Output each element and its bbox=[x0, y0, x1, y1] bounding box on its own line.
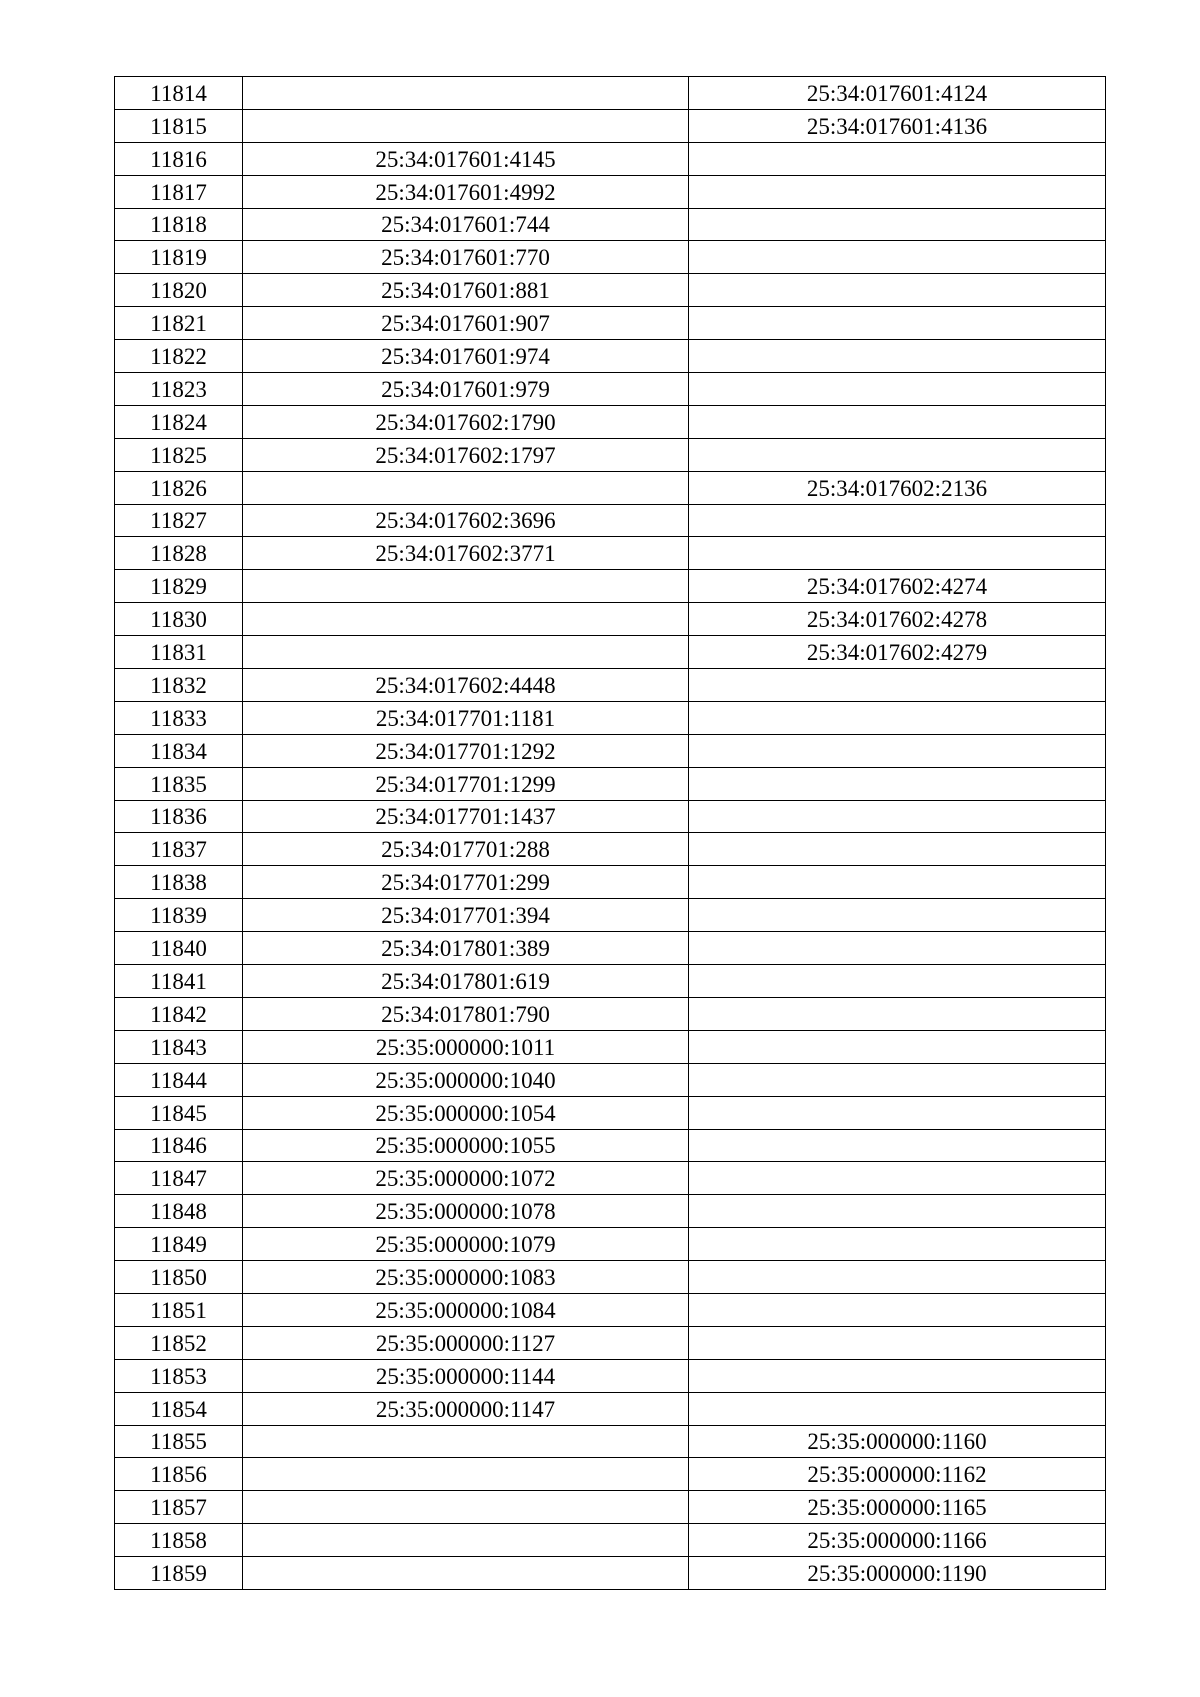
table-row bbox=[115, 899, 1106, 932]
row-number-cell: 11837 bbox=[115, 833, 243, 866]
table-row bbox=[115, 734, 1106, 767]
row-number-cell: 11839 bbox=[115, 899, 243, 932]
cadastral-table bbox=[114, 76, 1106, 1590]
cadastral-number-cell: 25:35:000000:1144 bbox=[243, 1359, 689, 1392]
cadastral-number-cell bbox=[243, 1557, 689, 1590]
cadastral-number-alt-cell: 25:35:000000:1190 bbox=[689, 1557, 1106, 1590]
table-row bbox=[115, 701, 1106, 734]
table-row bbox=[115, 142, 1106, 175]
cadastral-number-alt-cell bbox=[689, 669, 1106, 702]
cadastral-number-alt-cell bbox=[689, 1359, 1106, 1392]
table-row bbox=[115, 1557, 1106, 1590]
table-row bbox=[115, 636, 1106, 669]
cadastral-number-alt-cell bbox=[689, 1096, 1106, 1129]
table-row bbox=[115, 1096, 1106, 1129]
row-number-cell: 11825 bbox=[115, 438, 243, 471]
cadastral-number-alt-cell bbox=[689, 932, 1106, 965]
table-row bbox=[115, 1129, 1106, 1162]
cadastral-number-cell: 25:34:017601:974 bbox=[243, 340, 689, 373]
table-row bbox=[115, 274, 1106, 307]
table-row bbox=[115, 866, 1106, 899]
table-row bbox=[115, 537, 1106, 570]
cadastral-number-cell: 25:35:000000:1083 bbox=[243, 1261, 689, 1294]
row-number-cell: 11820 bbox=[115, 274, 243, 307]
cadastral-number-cell: 25:34:017602:1790 bbox=[243, 405, 689, 438]
cadastral-number-alt-cell: 25:34:017602:4279 bbox=[689, 636, 1106, 669]
cadastral-number-cell bbox=[243, 109, 689, 142]
table-row bbox=[115, 1293, 1106, 1326]
table-row bbox=[115, 1326, 1106, 1359]
row-number-cell: 11824 bbox=[115, 405, 243, 438]
row-number-cell: 11831 bbox=[115, 636, 243, 669]
cadastral-number-alt-cell bbox=[689, 1228, 1106, 1261]
row-number-cell: 11823 bbox=[115, 373, 243, 406]
cadastral-number-cell bbox=[243, 1458, 689, 1491]
table-row bbox=[115, 438, 1106, 471]
cadastral-number-alt-cell bbox=[689, 701, 1106, 734]
cadastral-number-cell: 25:35:000000:1055 bbox=[243, 1129, 689, 1162]
row-number-cell: 11821 bbox=[115, 307, 243, 340]
table-row bbox=[115, 1392, 1106, 1425]
row-number-cell: 11848 bbox=[115, 1195, 243, 1228]
cadastral-number-alt-cell: 25:35:000000:1162 bbox=[689, 1458, 1106, 1491]
cadastral-number-cell: 25:34:017601:744 bbox=[243, 208, 689, 241]
table-body bbox=[115, 77, 1106, 1590]
row-number-cell: 11851 bbox=[115, 1293, 243, 1326]
cadastral-number-alt-cell bbox=[689, 800, 1106, 833]
table-row bbox=[115, 1458, 1106, 1491]
row-number-cell: 11856 bbox=[115, 1458, 243, 1491]
cadastral-number-alt-cell bbox=[689, 899, 1106, 932]
table-row bbox=[115, 373, 1106, 406]
cadastral-number-cell bbox=[243, 603, 689, 636]
cadastral-number-alt-cell: 25:35:000000:1165 bbox=[689, 1491, 1106, 1524]
cadastral-number-cell: 25:34:017701:299 bbox=[243, 866, 689, 899]
row-number-cell: 11842 bbox=[115, 997, 243, 1030]
table-row bbox=[115, 603, 1106, 636]
cadastral-number-alt-cell: 25:34:017602:2136 bbox=[689, 471, 1106, 504]
table-row bbox=[115, 241, 1106, 274]
cadastral-number-alt-cell bbox=[689, 734, 1106, 767]
cadastral-number-alt-cell bbox=[689, 1326, 1106, 1359]
cadastral-number-cell: 25:34:017701:1292 bbox=[243, 734, 689, 767]
cadastral-number-alt-cell bbox=[689, 1063, 1106, 1096]
table-row bbox=[115, 208, 1106, 241]
cadastral-number-cell: 25:35:000000:1054 bbox=[243, 1096, 689, 1129]
row-number-cell: 11827 bbox=[115, 504, 243, 537]
cadastral-number-alt-cell bbox=[689, 1162, 1106, 1195]
table-row bbox=[115, 965, 1106, 998]
table-row bbox=[115, 1228, 1106, 1261]
table-row bbox=[115, 1359, 1106, 1392]
cadastral-number-alt-cell bbox=[689, 1129, 1106, 1162]
cadastral-number-alt-cell bbox=[689, 997, 1106, 1030]
row-number-cell: 11832 bbox=[115, 669, 243, 702]
table-row bbox=[115, 1261, 1106, 1294]
table-row bbox=[115, 109, 1106, 142]
cadastral-number-cell bbox=[243, 636, 689, 669]
table-row bbox=[115, 1425, 1106, 1458]
row-number-cell: 11843 bbox=[115, 1030, 243, 1063]
cadastral-number-alt-cell: 25:34:017602:4274 bbox=[689, 570, 1106, 603]
cadastral-number-alt-cell bbox=[689, 405, 1106, 438]
table-row bbox=[115, 77, 1106, 110]
cadastral-number-cell: 25:34:017602:3771 bbox=[243, 537, 689, 570]
cadastral-number-alt-cell bbox=[689, 1030, 1106, 1063]
table-row bbox=[115, 767, 1106, 800]
cadastral-number-cell: 25:35:000000:1079 bbox=[243, 1228, 689, 1261]
cadastral-number-cell: 25:34:017701:1181 bbox=[243, 701, 689, 734]
cadastral-number-cell bbox=[243, 77, 689, 110]
row-number-cell: 11828 bbox=[115, 537, 243, 570]
row-number-cell: 11849 bbox=[115, 1228, 243, 1261]
cadastral-number-cell: 25:35:000000:1072 bbox=[243, 1162, 689, 1195]
cadastral-number-alt-cell bbox=[689, 340, 1106, 373]
table-row bbox=[115, 1162, 1106, 1195]
cadastral-number-alt-cell bbox=[689, 1293, 1106, 1326]
cadastral-number-alt-cell bbox=[689, 1392, 1106, 1425]
row-number-cell: 11846 bbox=[115, 1129, 243, 1162]
table-row bbox=[115, 1491, 1106, 1524]
cadastral-number-cell: 25:34:017601:4145 bbox=[243, 142, 689, 175]
row-number-cell: 11853 bbox=[115, 1359, 243, 1392]
cadastral-number-cell bbox=[243, 471, 689, 504]
cadastral-number-cell: 25:34:017801:619 bbox=[243, 965, 689, 998]
cadastral-number-cell: 25:34:017701:394 bbox=[243, 899, 689, 932]
row-number-cell: 11835 bbox=[115, 767, 243, 800]
cadastral-number-alt-cell bbox=[689, 504, 1106, 537]
table-row bbox=[115, 471, 1106, 504]
table-row bbox=[115, 833, 1106, 866]
table-row bbox=[115, 1195, 1106, 1228]
cadastral-number-cell: 25:34:017801:389 bbox=[243, 932, 689, 965]
table-row bbox=[115, 932, 1106, 965]
row-number-cell: 11818 bbox=[115, 208, 243, 241]
row-number-cell: 11845 bbox=[115, 1096, 243, 1129]
row-number-cell: 11822 bbox=[115, 340, 243, 373]
row-number-cell: 11852 bbox=[115, 1326, 243, 1359]
row-number-cell: 11830 bbox=[115, 603, 243, 636]
cadastral-number-cell: 25:35:000000:1011 bbox=[243, 1030, 689, 1063]
table-row bbox=[115, 669, 1106, 702]
table-row bbox=[115, 405, 1106, 438]
cadastral-number-cell: 25:35:000000:1040 bbox=[243, 1063, 689, 1096]
row-number-cell: 11840 bbox=[115, 932, 243, 965]
row-number-cell: 11819 bbox=[115, 241, 243, 274]
cadastral-number-cell: 25:34:017701:288 bbox=[243, 833, 689, 866]
table-row bbox=[115, 175, 1106, 208]
cadastral-number-cell: 25:34:017801:790 bbox=[243, 997, 689, 1030]
cadastral-number-cell: 25:34:017701:1437 bbox=[243, 800, 689, 833]
row-number-cell: 11834 bbox=[115, 734, 243, 767]
cadastral-number-alt-cell bbox=[689, 438, 1106, 471]
cadastral-number-alt-cell bbox=[689, 241, 1106, 274]
table-row bbox=[115, 570, 1106, 603]
cadastral-number-cell: 25:34:017602:4448 bbox=[243, 669, 689, 702]
cadastral-number-cell: 25:35:000000:1078 bbox=[243, 1195, 689, 1228]
row-number-cell: 11841 bbox=[115, 965, 243, 998]
cadastral-number-cell: 25:35:000000:1084 bbox=[243, 1293, 689, 1326]
cadastral-number-cell: 25:34:017601:907 bbox=[243, 307, 689, 340]
row-number-cell: 11838 bbox=[115, 866, 243, 899]
cadastral-number-cell bbox=[243, 1524, 689, 1557]
row-number-cell: 11847 bbox=[115, 1162, 243, 1195]
cadastral-number-alt-cell bbox=[689, 208, 1106, 241]
cadastral-number-cell bbox=[243, 1491, 689, 1524]
cadastral-number-alt-cell: 25:35:000000:1166 bbox=[689, 1524, 1106, 1557]
cadastral-number-cell: 25:34:017601:770 bbox=[243, 241, 689, 274]
row-number-cell: 11836 bbox=[115, 800, 243, 833]
cadastral-number-alt-cell: 25:34:017601:4136 bbox=[689, 109, 1106, 142]
cadastral-number-alt-cell: 25:35:000000:1160 bbox=[689, 1425, 1106, 1458]
cadastral-number-alt-cell bbox=[689, 537, 1106, 570]
row-number-cell: 11858 bbox=[115, 1524, 243, 1557]
row-number-cell: 11854 bbox=[115, 1392, 243, 1425]
table-row bbox=[115, 340, 1106, 373]
cadastral-number-alt-cell bbox=[689, 373, 1106, 406]
cadastral-number-alt-cell bbox=[689, 1195, 1106, 1228]
cadastral-number-cell: 25:34:017602:3696 bbox=[243, 504, 689, 537]
row-number-cell: 11817 bbox=[115, 175, 243, 208]
cadastral-number-alt-cell bbox=[689, 274, 1106, 307]
cadastral-number-cell: 25:35:000000:1147 bbox=[243, 1392, 689, 1425]
cadastral-number-cell: 25:34:017601:4992 bbox=[243, 175, 689, 208]
row-number-cell: 11829 bbox=[115, 570, 243, 603]
cadastral-number-cell: 25:35:000000:1127 bbox=[243, 1326, 689, 1359]
cadastral-number-alt-cell: 25:34:017602:4278 bbox=[689, 603, 1106, 636]
cadastral-number-cell: 25:34:017701:1299 bbox=[243, 767, 689, 800]
cadastral-number-alt-cell bbox=[689, 866, 1106, 899]
row-number-cell: 11857 bbox=[115, 1491, 243, 1524]
cadastral-number-alt-cell bbox=[689, 307, 1106, 340]
row-number-cell: 11859 bbox=[115, 1557, 243, 1590]
table-row bbox=[115, 800, 1106, 833]
cadastral-number-alt-cell bbox=[689, 142, 1106, 175]
table-row bbox=[115, 1524, 1106, 1557]
table-row bbox=[115, 504, 1106, 537]
row-number-cell: 11815 bbox=[115, 109, 243, 142]
row-number-cell: 11855 bbox=[115, 1425, 243, 1458]
row-number-cell: 11844 bbox=[115, 1063, 243, 1096]
cadastral-number-alt-cell bbox=[689, 175, 1106, 208]
cadastral-number-cell bbox=[243, 570, 689, 603]
cadastral-number-cell: 25:34:017602:1797 bbox=[243, 438, 689, 471]
row-number-cell: 11814 bbox=[115, 77, 243, 110]
table-row bbox=[115, 997, 1106, 1030]
row-number-cell: 11833 bbox=[115, 701, 243, 734]
table-row bbox=[115, 307, 1106, 340]
row-number-cell: 11816 bbox=[115, 142, 243, 175]
cadastral-number-cell bbox=[243, 1425, 689, 1458]
cadastral-number-alt-cell bbox=[689, 965, 1106, 998]
table-row bbox=[115, 1030, 1106, 1063]
row-number-cell: 11850 bbox=[115, 1261, 243, 1294]
cadastral-number-alt-cell bbox=[689, 767, 1106, 800]
row-number-cell: 11826 bbox=[115, 471, 243, 504]
cadastral-number-alt-cell bbox=[689, 1261, 1106, 1294]
table-row bbox=[115, 1063, 1106, 1096]
cadastral-number-cell: 25:34:017601:881 bbox=[243, 274, 689, 307]
cadastral-number-cell: 25:34:017601:979 bbox=[243, 373, 689, 406]
cadastral-number-alt-cell: 25:34:017601:4124 bbox=[689, 77, 1106, 110]
cadastral-number-alt-cell bbox=[689, 833, 1106, 866]
